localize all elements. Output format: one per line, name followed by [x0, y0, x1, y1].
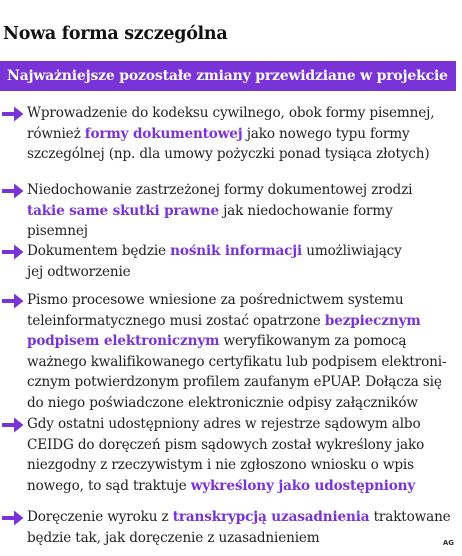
text-line: [27, 241, 455, 262]
list-item-text: [27, 290, 455, 413]
arrow-right-icon: [2, 243, 24, 261]
text-line: [27, 201, 455, 222]
text-line: [27, 311, 455, 332]
highlighted-phrase: nośnik informacji: [170, 243, 303, 259]
text-segment: pisemnej: [27, 223, 88, 239]
arrow-right-icon: [2, 182, 24, 200]
arrow-right-icon: [2, 105, 24, 123]
highlighted-phrase: takie same skutki prawne: [27, 202, 219, 219]
text-segment: szczególnej (np. dla umowy pożyczki ponad tysiąca złotych): [27, 146, 430, 162]
text-line: [27, 103, 455, 124]
text-segment: cznym potwierdzonym profilem zaufanym ePUAP. Dołącza się: [27, 374, 442, 390]
text-segment: do niego poświadczone elektronicznie odpisy załączników: [27, 394, 418, 411]
text-segment: jako nowego typu formy: [242, 125, 410, 142]
text-segment: ważnego kwalifikowanego certyfikatu lub podpisem elektroni-: [27, 353, 447, 370]
text-segment: Pismo procesowe wniesione za pośrednictwem systemu: [27, 292, 404, 308]
highlighted-phrase: bezpiecznym: [324, 312, 421, 329]
list-item-text: [27, 180, 455, 242]
list-item-text: [27, 241, 455, 282]
text-segment: Gdy ostatni udostępniony adres w rejestrze sądowym albo: [27, 416, 421, 432]
text-segment: teleinformatycznego musi zostać opatrzone: [27, 312, 325, 329]
list-item-text: [27, 507, 455, 548]
text-line: [27, 180, 455, 201]
text-line: [27, 435, 455, 456]
text-line: [27, 144, 455, 165]
text-line: [27, 372, 455, 393]
arrow-right-icon: [2, 292, 24, 310]
text-line: [27, 290, 455, 311]
text-segment: jej odtworzenie: [27, 263, 131, 280]
text-segment: Wprowadzenie do kodeksu cywilnego, obok formy pisemnej,: [27, 105, 435, 121]
highlighted-phrase: wykreślony jako udostępniony: [190, 477, 416, 494]
text-line: [27, 507, 455, 528]
text-segment: Dokumentem będzie: [27, 243, 171, 259]
text-line: [27, 331, 455, 352]
highlighted-phrase: podpisem elektronicznym: [27, 333, 220, 349]
text-segment: będzie tak, jak doręczenie z uzasadnieniem: [27, 529, 320, 546]
section-banner: Najważniejsze pozostałe zmiany przewidziane w projekcie: [0, 61, 456, 91]
text-line: [27, 414, 455, 435]
text-line: [27, 476, 455, 497]
text-segment: weryfikowanym za pomocą: [219, 333, 407, 349]
text-line: [27, 262, 455, 283]
text-line: [27, 393, 455, 414]
author-initials: AG: [442, 539, 454, 547]
arrow-right-icon: [2, 509, 24, 527]
text-line: [27, 352, 455, 373]
text-line: [27, 528, 455, 549]
infographic-title: Nowa forma szczególna: [3, 24, 228, 44]
list-item-text: [27, 103, 455, 165]
list-item-text: [27, 414, 455, 496]
text-segment: CEIDG do doręczeń pism sądowych został wykreślony jako: [27, 436, 425, 453]
highlighted-phrase: formy dokumentowej: [84, 125, 243, 142]
text-segment: nowego, to sąd traktuje: [27, 477, 191, 494]
text-segment: również: [27, 125, 85, 142]
highlighted-phrase: transkrypcją uzasadnienia: [172, 509, 370, 525]
text-line: [27, 221, 455, 242]
text-segment: Doręczenie wyroku z: [27, 509, 173, 525]
arrow-right-icon: [2, 416, 24, 434]
text-segment: traktowane: [369, 509, 451, 525]
text-segment: umożliwiający: [302, 243, 402, 259]
text-line: [27, 124, 455, 145]
text-segment: niezgodny z rzeczywistym i nie zgłoszono wniosku o wpis: [27, 457, 414, 473]
text-segment: Niedochowanie zastrzeżonej formy dokumentowej zrodzi: [27, 182, 413, 198]
text-segment: jak niedochowanie formy: [218, 202, 393, 219]
text-line: [27, 455, 455, 476]
